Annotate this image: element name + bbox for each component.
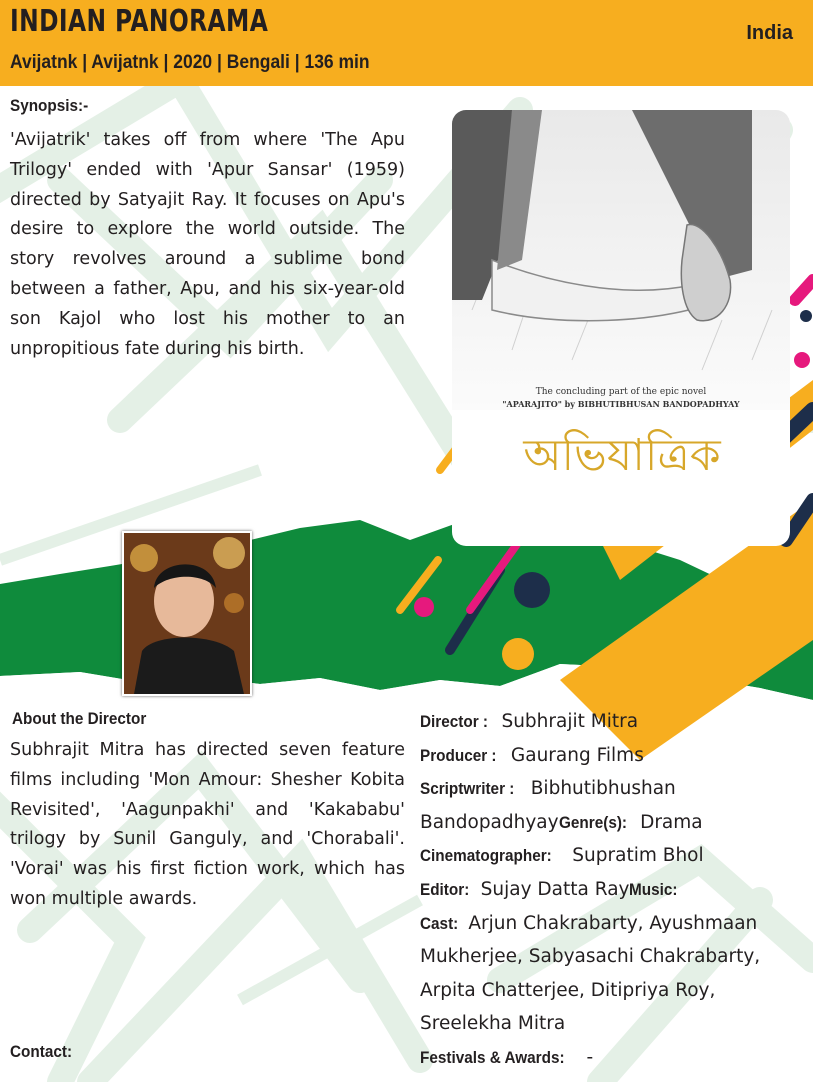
cast-value: Arjun Chakrabarty, Ayushmaan Mukherjee, Sabyasachi Chakrabarty, Arpita Chatterjee, Ditipriya Roy, Sreelekha Mitra (420, 912, 761, 1035)
credit-editor-music (420, 873, 800, 907)
synopsis-heading: Synopsis:- (10, 96, 89, 115)
header-bar (0, 0, 813, 86)
festivals-label: Festivals & Awards: (420, 1047, 565, 1067)
genre-value: Drama (634, 811, 703, 833)
credits-block (420, 705, 800, 1075)
editor-value: Sujay Datta Ray (474, 878, 630, 900)
director-photo (122, 531, 252, 696)
credit-director (420, 705, 800, 739)
about-director-heading: About the Director (12, 709, 147, 728)
poster-illustration (452, 110, 790, 410)
credit-scriptwriter-genre (420, 772, 800, 839)
director-portrait (124, 533, 250, 694)
producer-label: Producer : (420, 745, 497, 765)
scriptwriter-label: Scriptwriter : (420, 779, 515, 799)
producer-value: Gaurang Films (505, 744, 644, 766)
credit-cinematographer (420, 839, 800, 873)
credit-cast (420, 907, 800, 1041)
cinematographer-value: Supratim Bhol (566, 845, 704, 867)
director-value: Subhrajit Mitra (495, 711, 639, 732)
poster-title-text: অভিযাত্রিক (523, 430, 721, 481)
synopsis-text: 'Avijatrik' takes off from where 'The Apu Trilogy' ended with 'Apur Sansar' (1959) directed by Satyajit Ray. It focuses on Apu's desire to explore the world outside. The story revolves around a sublime bond between a father, Apu, and his six-year-old son Kajol who lost his mother to an unpropitious fate during his birth. (10, 130, 405, 359)
music-label: Music: (629, 879, 678, 899)
credit-producer (420, 739, 800, 773)
director-label: Director : (420, 712, 489, 731)
contact-label: Contact: (10, 1042, 73, 1061)
cinematographer-label: Cinematographer: (420, 846, 552, 866)
festivals-value: - (580, 1046, 594, 1068)
country-label: India (746, 22, 793, 44)
section-title: INDIAN PANORAMA (10, 4, 269, 39)
poster-caption-bottom: "APARAJITO" by BIBHUTIBHUSAN BANDOPADHYAY (502, 399, 740, 409)
scriptwriter-value: Bibhutibhushan Bandopadhyay (420, 778, 676, 833)
cast-label: Cast: (420, 913, 459, 933)
poster-title-logo (482, 420, 762, 490)
genre-label: Genre(s): (558, 812, 627, 832)
about-director-text: Subhrajit Mitra has directed seven feature films including 'Mon Amour: Shesher Kobita Revisited', 'Aagunpakhi' and 'Kakababu' trilogy by Sunil Ganguly, and 'Chorabali'. 'Vorai' was his first fiction work, which has won multiple awards. (10, 740, 405, 909)
poster-caption-top: The concluding part of the epic novel (535, 387, 707, 397)
editor-label: Editor: (420, 879, 470, 899)
film-poster (452, 110, 790, 546)
film-info-line: Avijatnk | Avijatnk | 2020 | Bengali | 136 min (10, 52, 370, 73)
credit-festivals (420, 1041, 800, 1075)
